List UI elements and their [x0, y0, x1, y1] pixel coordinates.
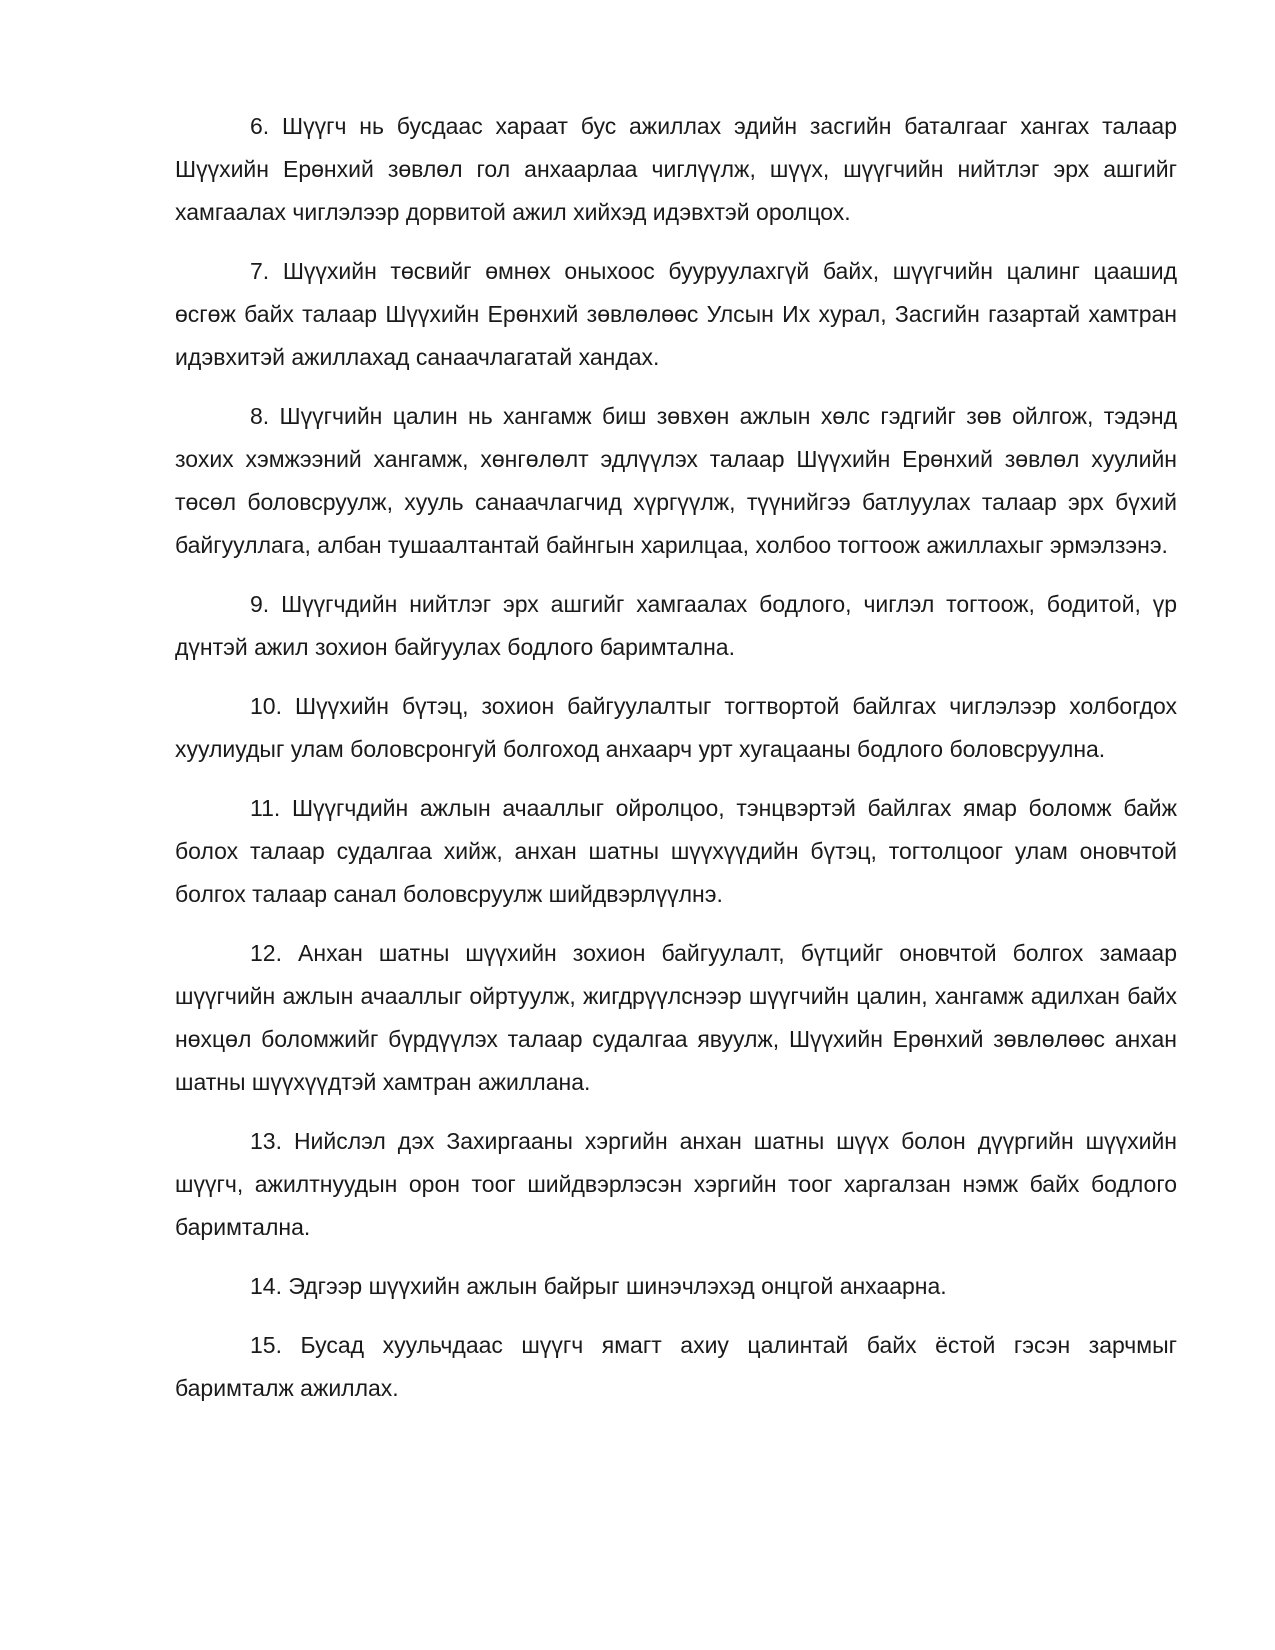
paragraph-10	[175, 685, 1177, 771]
paragraph-9	[175, 583, 1177, 669]
paragraph-text: Шүүхийн бүтэц, зохион байгуулалтыг тогтвортой байлгах чиглэлээр холбогдох хуулиудыг улам боловсронгуй болгоход анхаарч урт хугацааны бодлого боловсруулна.	[175, 693, 1178, 762]
paragraph-8	[175, 395, 1177, 567]
paragraph-11	[175, 787, 1177, 916]
paragraph-6	[175, 105, 1177, 234]
paragraph-13	[175, 1120, 1177, 1249]
paragraph-text: Шүүгчдийн нийтлэг эрх ашгийг хамгаалах бодлого, чиглэл тогтоож, бодитой, үр дүнтэй ажил зохион байгуулах бодлого баримтална.	[175, 591, 1177, 660]
paragraph-7	[175, 250, 1177, 379]
paragraph-text: Шүүгч нь бусдаас хараат бус ажиллах эдийн засгийн баталгааг хангах талаар Шүүхийн Ерөнхий зөвлөл гол анхаарлаа чиглүүлж, шүүх, шүүгчийн нийтлэг эрх ашгийг хамгаалах чиглэлээр дорвитой ажил хийхэд идэвхтэй оролцох.	[175, 113, 1177, 225]
paragraph-number: 14.	[250, 1273, 282, 1299]
paragraph-number: 12.	[250, 940, 282, 966]
paragraph-text: Анхан шатны шүүхийн зохион байгуулалт, бүтцийг оновчтой болгох замаар шүүгчийн ажлын ачааллыг ойртуулж, жигдрүүлснээр шүүгчийн цалин, хангамж адилхан байх нөхцөл боломжийг бүрдүүлэх талаар судалгаа явуулж, Шүүхийн Ерөнхий зөвлөлөөс анхан шатны шүүхүүдтэй хамтран ажиллана.	[175, 940, 1177, 1095]
document-page	[175, 105, 1177, 1426]
paragraph-text: Нийслэл дэх Захиргааны хэргийн анхан шатны шүүх болон дүүргийн шүүхийн шүүгч, ажилтнуудын орон тоог шийдвэрлэсэн хэргийн тоог харгалзан нэмж байх бодлого баримтална.	[175, 1128, 1178, 1240]
paragraph-number: 7.	[250, 258, 270, 284]
paragraph-number: 9.	[250, 591, 270, 617]
paragraph-text: Эдгээр шүүхийн ажлын байрыг шинэчлэхэд онцгой анхаарна.	[288, 1273, 947, 1299]
paragraph-12	[175, 932, 1177, 1104]
paragraph-number: 6.	[250, 113, 270, 139]
paragraph-text: Шүүгчийн цалин нь хангамж биш зөвхөн ажлын хөлс гэдгийг зөв ойлгож, тэдэнд зохих хэмжээний хангамж, хөнгөлөлт эдлүүлэх талаар Шүүхийн Ерөнхий зөвлөл хуулийн төсөл боловсруулж, хууль санаачлагчид хүргүүлж, түүнийгээ батлуулах талаар эрх бүхий байгууллага, албан тушаалтантай байнгын харилцаа, холбоо тогтоож ажиллахыг эрмэлзэнэ.	[175, 403, 1177, 558]
paragraph-14	[175, 1265, 1177, 1308]
paragraph-number: 11.	[250, 795, 281, 821]
paragraph-text: Шүүгчдийн ажлын ачааллыг ойролцоо, тэнцвэртэй байлгах ямар боломж байж болох талаар судалгаа хийж, анхан шатны шүүхүүдийн бүтэц, тогтолцоог улам оновчтой болгох талаар санал боловсруулж шийдвэрлүүлнэ.	[175, 795, 1177, 907]
paragraph-text: Шүүхийн төсвийг өмнөх оныхоос бууруулахгүй байх, шүүгчийн цалинг цаашид өсгөж байх талаар Шүүхийн Ерөнхий зөвлөлөөс Улсын Их хурал, Засгийн газартай хамтран идэвхитэй ажиллахад санаачлагатай хандах.	[175, 258, 1177, 370]
paragraph-number: 15.	[250, 1332, 282, 1358]
paragraph-number: 10.	[250, 693, 282, 719]
paragraph-number: 8.	[250, 403, 270, 429]
paragraph-15	[175, 1324, 1177, 1410]
paragraph-text: Бусад хуульчдаас шүүгч ямагт ахиу цалинтай байх ёстой гэсэн зарчмыг баримталж ажиллах.	[175, 1332, 1177, 1401]
paragraph-number: 13.	[250, 1128, 282, 1154]
